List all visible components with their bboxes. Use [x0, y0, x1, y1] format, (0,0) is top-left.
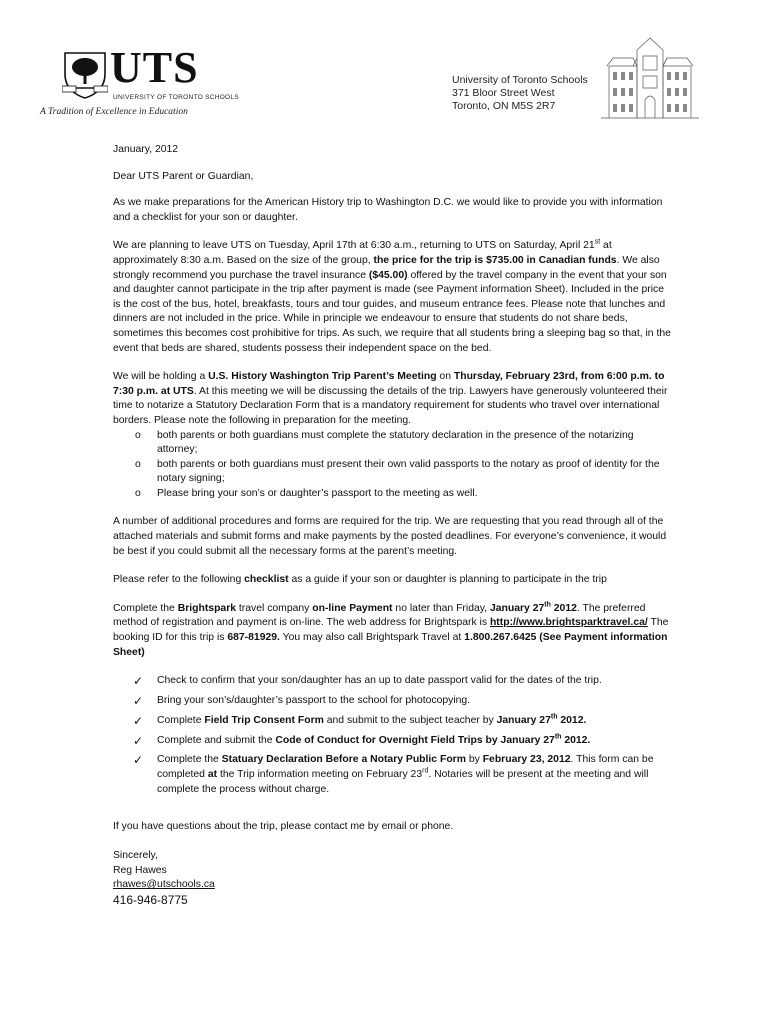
brightspark-link[interactable]: http://www.brightsparktravel.ca/ [489, 617, 648, 629]
logo-motto: A Tradition of Excellence in Education [40, 107, 188, 117]
letter-date: January, 2012 [113, 144, 179, 155]
address-line: University of Toronto Schools [452, 74, 588, 86]
checkmark-icon: ✓ [133, 733, 144, 748]
bullet-icon: o [135, 429, 141, 441]
checklist-item: ✓ Complete and submit the Code of Conduct for Overnight Field Trips by January 27th 2012. [133, 733, 591, 748]
checkmark-icon: ✓ [133, 674, 144, 689]
checkmark-icon: ✓ [133, 713, 144, 728]
checkmark-icon: ✓ [133, 753, 144, 768]
bullet-icon: o [135, 487, 141, 499]
meeting-requirements-list [113, 429, 671, 502]
list-item: o both parents or both guardians must complete the statutory declaration in the presence of the notarizing attorney; [135, 429, 634, 456]
list-item: o both parents or both guardians must present their own valid passports to the notary as proof of identity for the notary signing; [135, 458, 660, 485]
checkmark-icon: ✓ [133, 694, 144, 708]
checklist-intro: Please refer to the following checklist as a guide if your son or daughter is planning to participate in the trip [113, 574, 607, 586]
trip-checklist [113, 674, 671, 797]
meeting-paragraph: We will be holding a U.S. History Washington Trip Parent’s Meeting on Thursday, February 23rd, from 6:00 p.m. to 7:30 p.m. at UTS. At this meeting we will be discussing the details of the trip. Lawyers have generously volunteered their time to notarize a Statutory Declaration Form that is a mandatory requirement for students who travel over international borders. Please note the following in preparation for the meeting. [113, 371, 668, 426]
crest-icon [62, 50, 108, 100]
sender-name: Reg Hawes [113, 864, 167, 876]
procedures-paragraph: A number of additional procedures and forms are required for the trip. We are requesting that you read through all of the attached materials and submit forms and make payments by the posted deadlines. For everyone’s convenience, it would be best if you could submit all the necessary forms at the parent’s meeting. [113, 516, 667, 557]
checklist-item: ✓ Complete Field Trip Consent Form and submit to the subject teacher by January 27th 2012. [133, 713, 587, 728]
trip-details-paragraph: We are planning to leave UTS on Tuesday, April 17th at 6:30 a.m., returning to UTS on Saturday, April 21st at approximately 8:30 a.m. Based on the size of the group, the price for the trip is $735.00 in Canadian funds. We also strongly recommend you purchase the travel insurance ($45.00) offered by the travel company in the event that your son and daughter cannot participate in the trip after payment is made (see Payment information Sheet). Included in the price is the cost of the bus, hotel, breakfasts, tours and tour guides, and museum entrance fees. Please note that lunches and dinners are not included in the price. While in principle we endeavour to ensure that students do not share beds, sometimes this becomes cost prohibitive for trips. As such, we require that all students bring a sleeping bag so that, in the event that beds are shared, students possess their independent space on the bed. [113, 238, 671, 354]
signoff: Sincerely, [113, 849, 158, 861]
school-address [452, 74, 588, 113]
questions-paragraph: If you have questions about the trip, please contact me by email or phone. [113, 821, 454, 833]
address-line: 371 Bloor Street West [452, 87, 555, 99]
list-item: o Please bring your son’s or daughter’s passport to the meeting as well. [113, 487, 671, 502]
intro-paragraph: As we make preparations for the American History trip to Washington D.C. we would like to provide you with information and a checklist for your son or daughter. [113, 197, 663, 223]
logo-wordmark: UTS [110, 43, 199, 92]
salutation: Dear UTS Parent or Guardian, [113, 170, 254, 182]
address-line: Toronto, ON M5S 2R7 [452, 100, 556, 112]
sender-phone: 416-946-8775 [113, 892, 188, 907]
school-building-illustration [599, 36, 701, 120]
checklist-item: ✓ Bring your son’s/daughter’s passport to the school for photocopying. [133, 694, 471, 708]
payment-paragraph: Complete the Brightspark travel company on-line Payment no later than Friday, January 27th 2012. The preferred method of registration and payment is on-line. The web address for Brightspark is http://www.brightsparktravel.ca/ The booking ID for this trip is 687-81929. You may also call Brightspark Travel at 1.800.267.6425 (See Payment information Sheet) [113, 601, 669, 658]
bullet-icon: o [135, 458, 141, 470]
uts-logo [40, 44, 240, 122]
logo-subtitle: UNIVERSITY OF TORONTO SCHOOLS [113, 94, 239, 101]
checklist-item: ✓ Complete the Statuary Declaration Before a Notary Public Form by February 23, 2012. This form can be completed at the Trip information meeting on February 23rd. Notaries will be present at the meeting and will complete the process without charge. [133, 753, 654, 795]
letter-body [113, 143, 671, 907]
checklist-item: ✓ Check to confirm that your son/daughter has an up to date passport valid for the dates of the trip. [133, 674, 602, 689]
sender-email-link[interactable]: rhawes@utschools.ca [113, 879, 215, 891]
